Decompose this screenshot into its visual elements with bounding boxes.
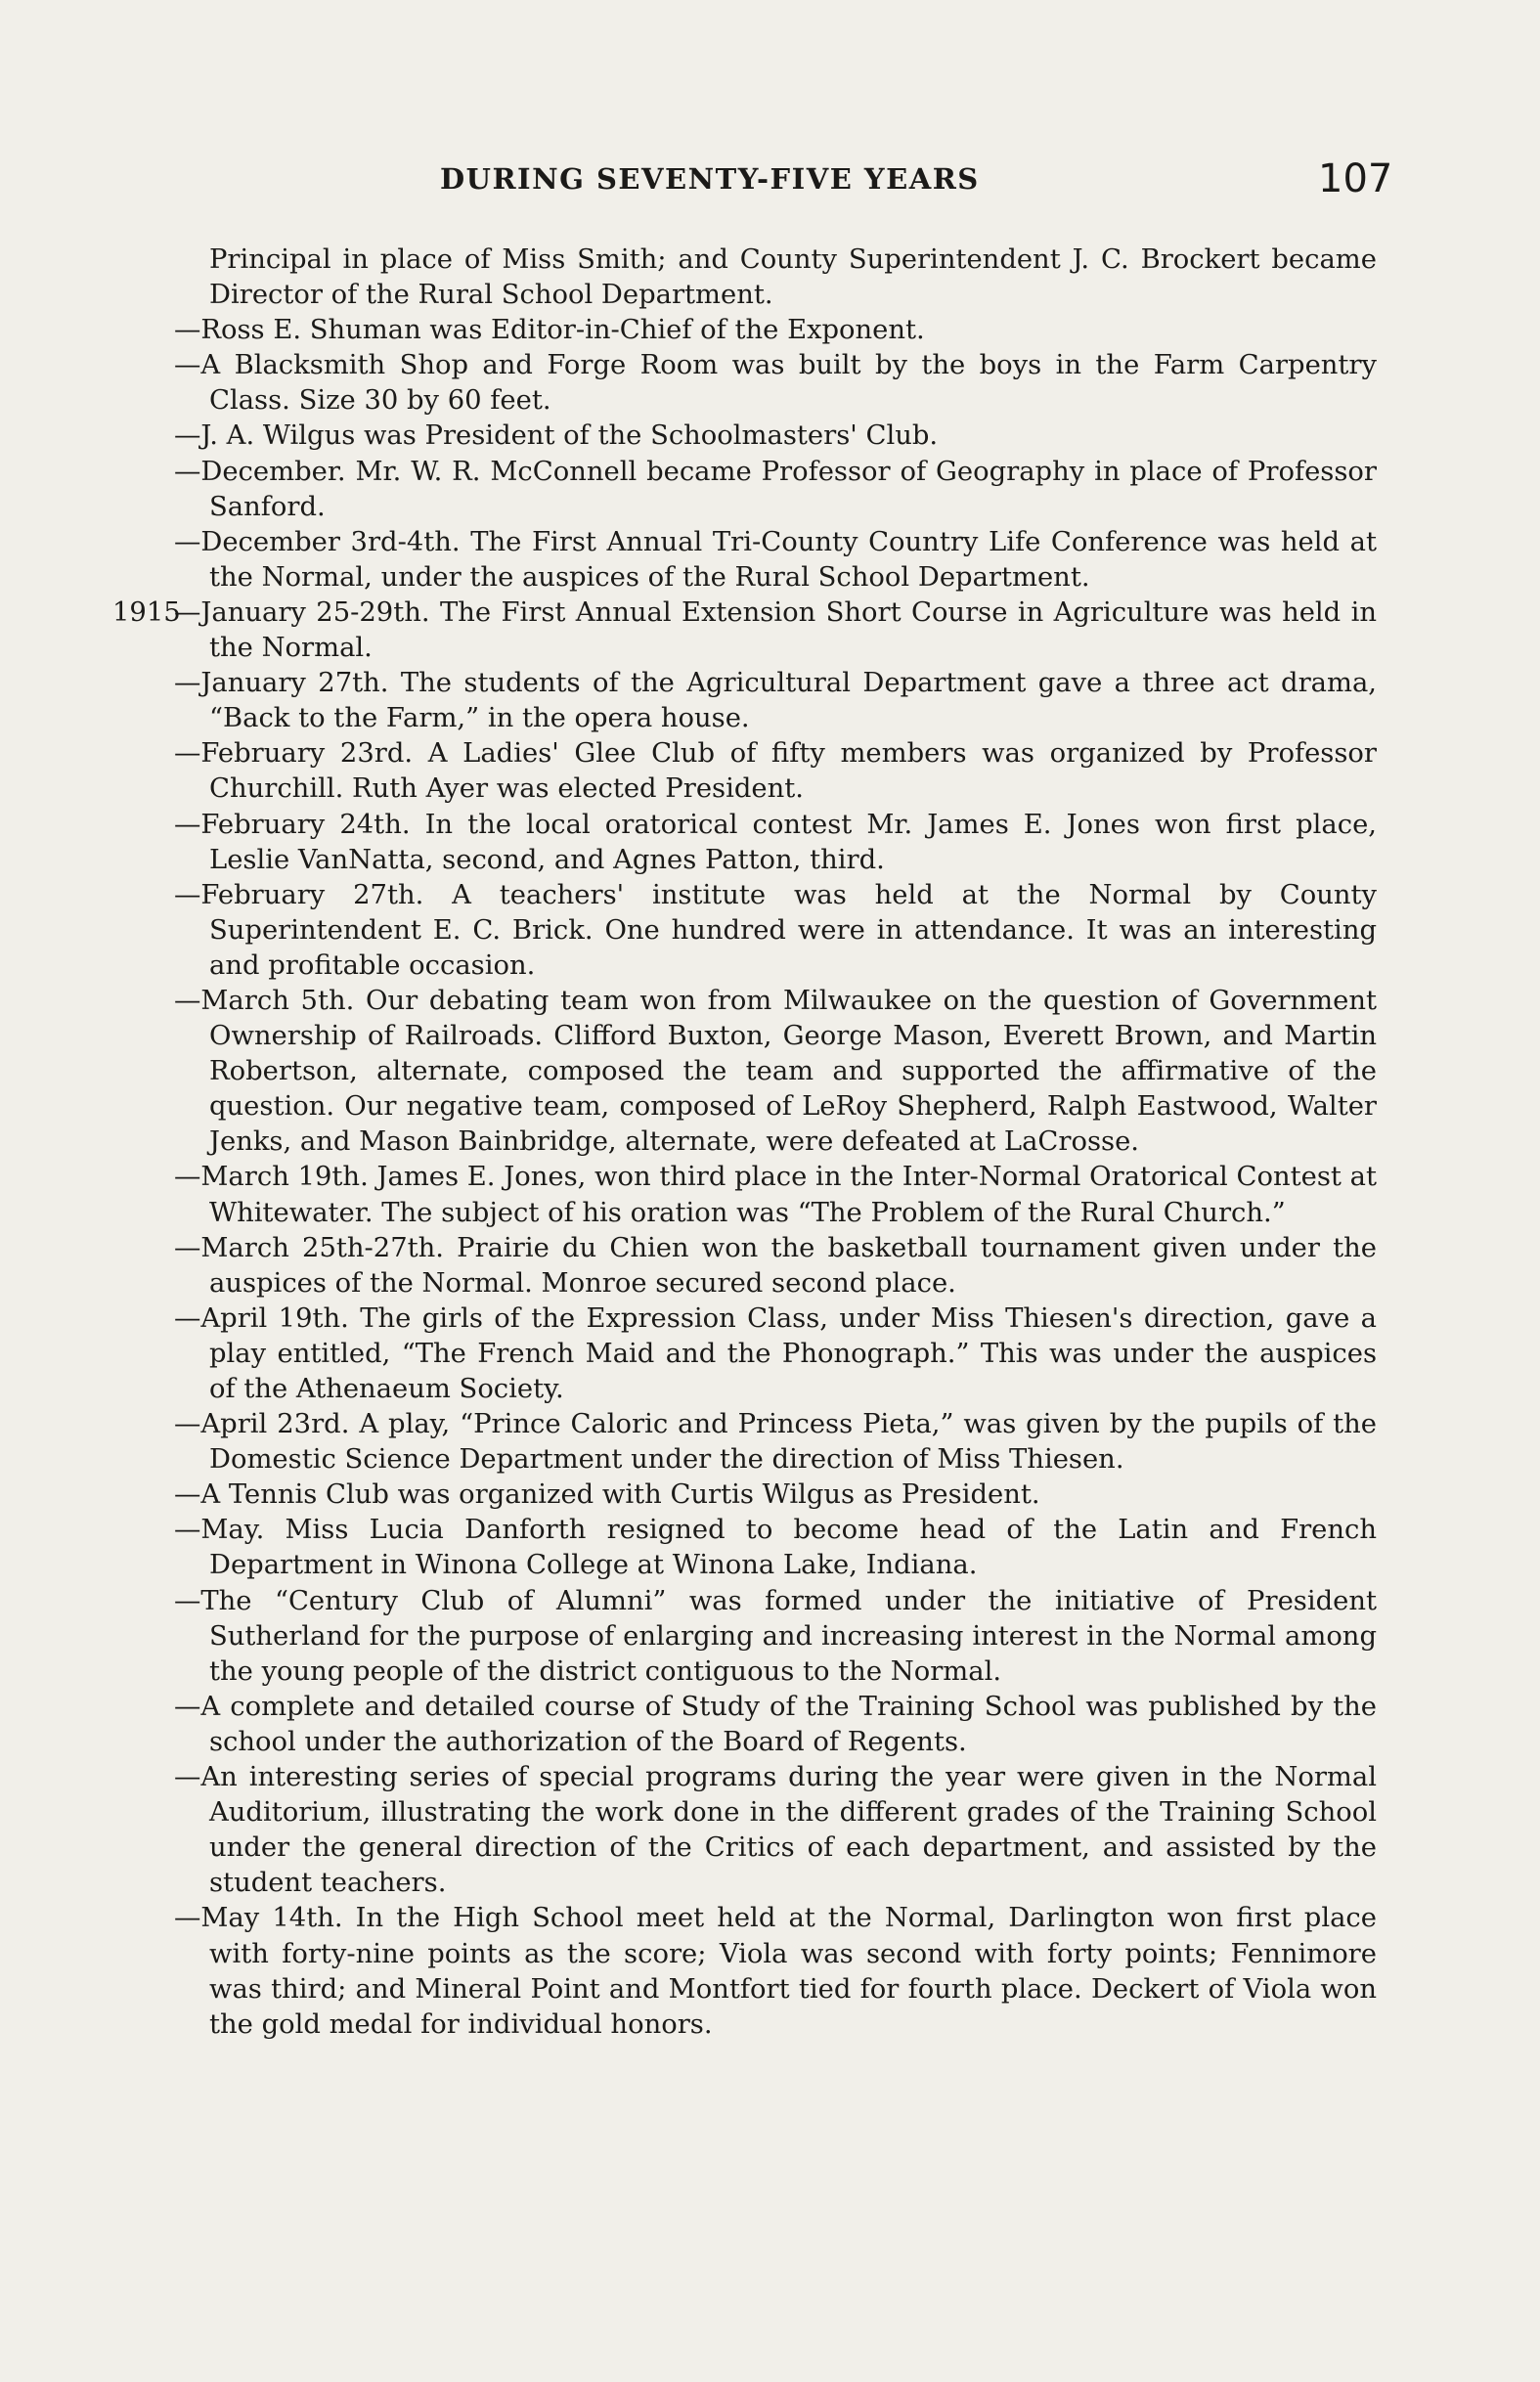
entry-december-mcconnell: —December. Mr. W. R. McConnell became Professor of Geography in place of Professor Sanford.	[174, 456, 1377, 522]
chronology-entries	[112, 243, 1377, 2043]
entry-may-high-school-meet: —May 14th. In the High School meet held at the Normal, Darlington won first place with forty-nine points as the score; Viola was second with forty points; Fennimore was third; and Mineral Point and Montfort tied for fourth place. Deckert of Viola won the gold medal for individual honors.	[174, 1903, 1377, 2040]
entry-blacksmith-shop: —A Blacksmith Shop and Forge Room was built by the boys in the Farm Carpentry Class. Size 30 by 60 feet.	[174, 350, 1377, 417]
entry-schoolmasters-club: —J. A. Wilgus was President of the Schoolmasters' Club.	[174, 420, 939, 452]
page-number: 107	[1318, 156, 1393, 201]
entry-special-programs: —An interesting series of special programs during the year were given in the Normal Auditorium, illustrating the work done in the different grades of the Training School under the general direction of the Critics of each department, and assisted by the student teachers.	[174, 1762, 1377, 1899]
entry-march-oratorical-contest: —March 19th. James E. Jones, won third place in the Inter-Normal Oratorical Contest at Whitewater. The subject of his oration was “The Problem of the Rural Church.”	[174, 1162, 1377, 1228]
entry-april-domestic-science-play: —April 23rd. A play, “Prince Caloric and Princess Pieta,” was given by the pupils of the Domestic Science Department under the direction of Miss Thiesen.	[174, 1409, 1377, 1476]
running-head-title: DURING SEVENTY-FIVE YEARS	[440, 162, 980, 196]
entry-december-conference: —December 3rd-4th. The First Annual Tri-County Country Life Conference was held at the Normal, under the auspices of the Rural School Department.	[174, 526, 1377, 593]
entry-text: —January 25-29th. The First Annual Extension Short Course in Agriculture was held in the Normal.	[174, 596, 1377, 664]
entry-february-glee-club: —February 23rd. A Ladies' Glee Club of fifty members was organized by Professor Churchill. Ruth Ayer was elected President.	[174, 738, 1377, 805]
entry-may-danforth: —May. Miss Lucia Danforth resigned to become head of the Latin and French Department in Winona College at Winona Lake, Indiana.	[174, 1515, 1377, 1581]
entry-february-institute: —February 27th. A teachers' institute was held at the Normal by County Superintendent E. C. Brick. One hundred were in attendance. It was an interesting and profitable occasion.	[174, 879, 1377, 981]
entry-continuation: Principal in place of Miss Smith; and County Superintendent J. C. Brockert became Director of the Rural School Department.	[209, 244, 1377, 311]
year-label: 1915	[112, 596, 181, 628]
entry-tennis-club: —A Tennis Club was organized with Curtis Wilgus as President.	[174, 1479, 1040, 1511]
entry-exponent-editor: —Ross E. Shuman was Editor-in-Chief of the Exponent.	[174, 315, 925, 346]
entry-century-club: —The “Century Club of Alumni” was formed under the initiative of President Sutherland for the purpose of enlarging and increasing interest in the Normal among the young people of the district contiguous to the Normal.	[174, 1585, 1377, 1687]
running-header	[0, 156, 1540, 205]
entry-1915-january-short-course	[112, 596, 1377, 666]
entry-january-drama: —January 27th. The students of the Agricultural Department gave a three act drama, “Back to the Farm,” in the opera house.	[174, 668, 1377, 734]
entry-march-debate: —March 5th. Our debating team won from Milwaukee on the question of Government Ownership of Railroads. Clifford Buxton, George Mason, Everett Brown, and Martin Robertson, alternate, composed the team and supported the affirmative of the question. Our negative team, composed of LeRoy Shepherd, Ralph Eastwood, Walter Jenks, and Mason Bainbridge, alternate, were defeated at LaCrosse.	[174, 985, 1377, 1158]
entry-march-basketball: —March 25th-27th. Prairie du Chien won the basketball tournament given under the auspices of the Normal. Monroe secured second place.	[174, 1232, 1377, 1299]
entry-course-of-study: —A complete and detailed course of Study of the Training School was published by the school under the authorization of the Board of Regents.	[174, 1691, 1377, 1757]
entry-april-expression-play: —April 19th. The girls of the Expression Class, under Miss Thiesen's direction, gave a play entitled, “The French Maid and the Phonograph.” This was under the auspices of the Athenaeum Society.	[174, 1302, 1377, 1404]
entry-february-oratorical: —February 24th. In the local oratorical contest Mr. James E. Jones won first place, Leslie VanNatta, second, and Agnes Patton, third.	[174, 809, 1377, 875]
